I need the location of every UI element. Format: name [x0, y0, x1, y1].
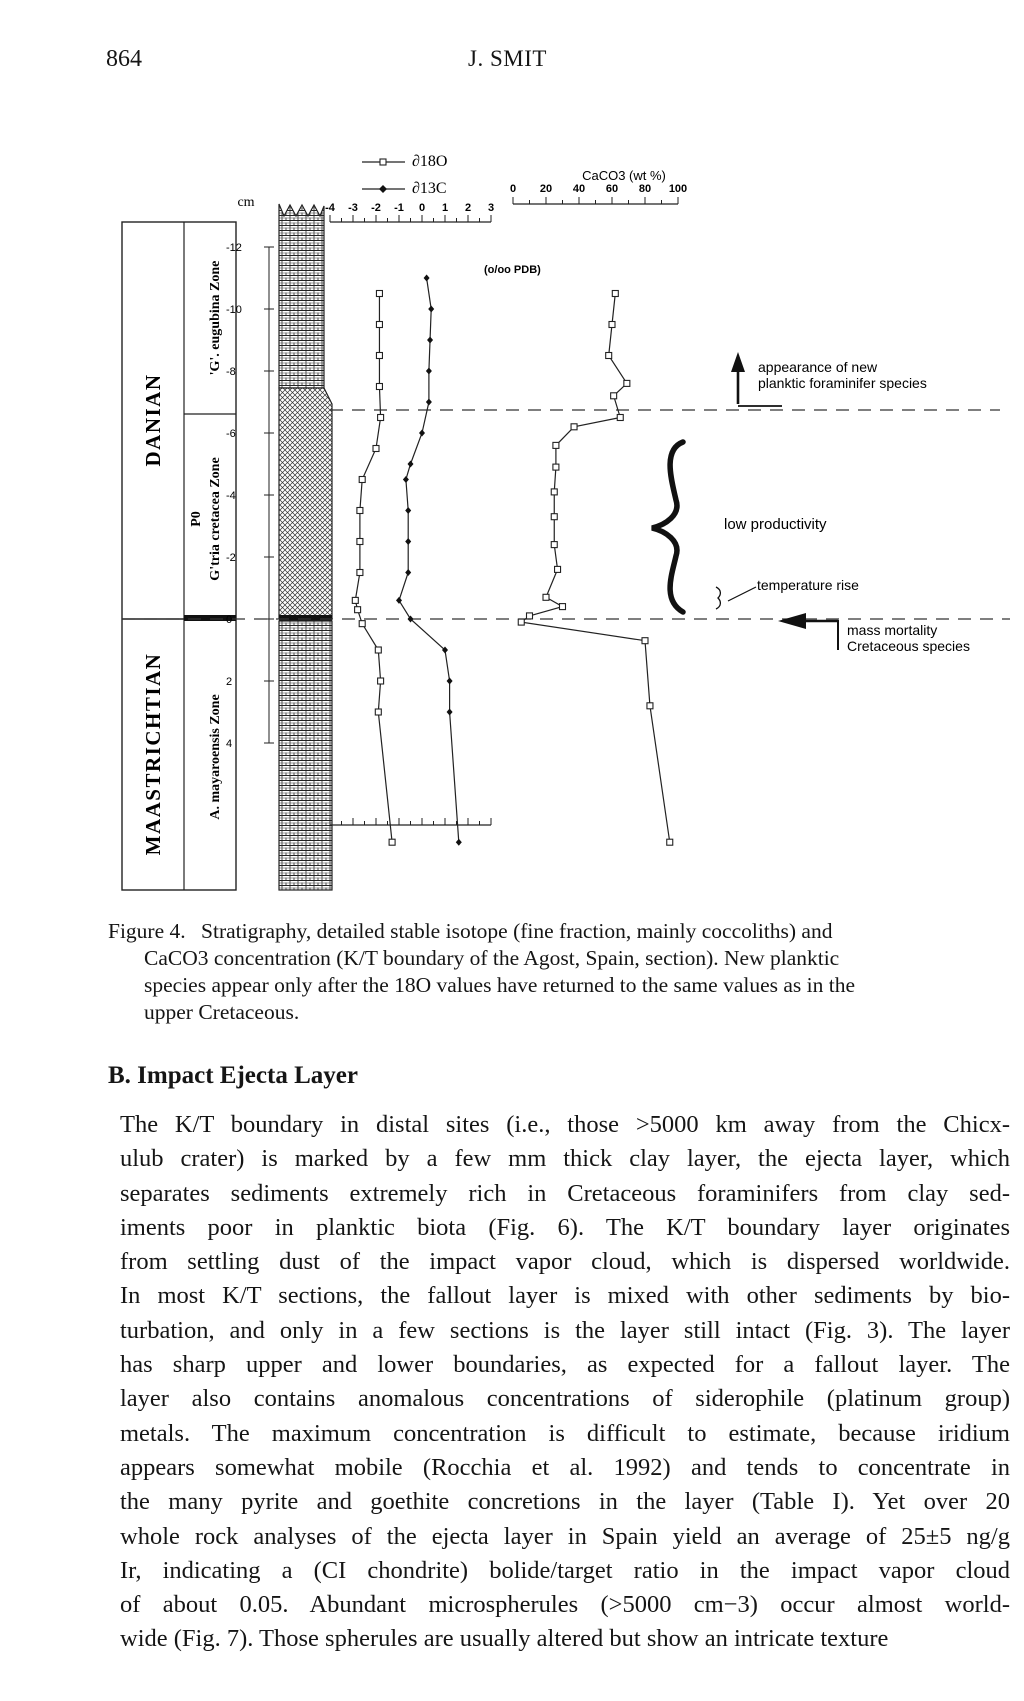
o18-series-line	[355, 294, 392, 843]
caco3-series-point	[518, 619, 524, 625]
isotope-tick-label: -4	[325, 202, 335, 214]
litho-boundary-clay	[279, 615, 332, 621]
zone-p0: P0	[189, 511, 204, 527]
caco3-series-point	[560, 604, 566, 610]
litho-upper-marl	[279, 204, 324, 388]
lithologic-column	[279, 204, 332, 890]
stage-maastrichtian: MAASTRICHTIAN	[141, 652, 165, 856]
body-line: has sharp upper and lower boundaries, as expected for a fallout layer. The	[120, 1351, 1010, 1379]
o18-series-point	[376, 353, 382, 359]
legend-c13-marker	[379, 185, 387, 193]
o18-series-point	[375, 709, 381, 715]
caco3-series-line	[521, 294, 670, 843]
depth-tick-label: -8	[226, 366, 236, 378]
c13-series-point	[447, 709, 453, 716]
c13-series-point	[428, 306, 434, 313]
depth-tick-label: -6	[226, 428, 236, 440]
page-number: 864	[106, 46, 142, 72]
arrow-up-icon	[731, 352, 745, 372]
caco3-series-point	[647, 703, 653, 709]
o18-series-point	[352, 597, 358, 603]
stage-danian: DANIAN	[141, 373, 165, 467]
o18-series-point	[373, 446, 379, 452]
body-line: whole rock analyses of the ejecta layer in Spain yield an average of 25±5 ng/g	[120, 1522, 1010, 1550]
arrow-left-icon	[778, 613, 806, 629]
legend-c13-label: ∂13C	[412, 180, 447, 197]
caco3-series-point	[571, 424, 577, 430]
figure-caption	[108, 918, 1008, 1026]
body-line: layer also contains anomalous concentrations of siderophile (platinum group)	[120, 1385, 1010, 1413]
series-layer	[352, 275, 672, 846]
caco3-series-point	[551, 542, 557, 548]
o18-series-point	[357, 570, 363, 576]
c13-series-point	[408, 461, 414, 468]
o18-series-point	[355, 607, 361, 613]
c13-series-point	[447, 678, 453, 685]
annotation-new-species	[731, 352, 927, 406]
o18-series-point	[357, 508, 363, 514]
legend-o18-label: ∂18O	[412, 153, 448, 170]
body-line: from settling dust of the impact vapor cloud, which is dispersed worldwide.	[120, 1248, 1010, 1276]
caco3-tick-label: 0	[509, 183, 517, 195]
caco3-series-point	[609, 322, 615, 328]
c13-series-point	[456, 839, 462, 846]
caco3-tick-label: 100	[668, 183, 688, 195]
mass-mortality-line2: Cretaceous species	[847, 638, 970, 654]
caco3-series-point	[551, 489, 557, 495]
c13-series-point	[424, 275, 430, 282]
litho-danian-clay	[279, 388, 332, 618]
body-line: In most K/T sections, the fallout layer is mixed with other sediments by bio-	[120, 1282, 1010, 1310]
litho-maastrichtian-marl	[279, 621, 332, 890]
isotope-axis-bottom	[330, 818, 491, 825]
brace-icon	[652, 442, 683, 612]
caco3-series-point	[617, 415, 623, 421]
caption-line-3: species appear only after the 18O values have returned to the same values as in the	[144, 973, 856, 997]
caco3-series-point	[606, 353, 612, 359]
caco3-tick-label: 40	[572, 183, 586, 195]
c13-series-line	[399, 278, 459, 842]
body-line: the many pyrite and goethite concretions in the layer (Table I). Yet over 20	[120, 1488, 1010, 1516]
body-line: The K/T boundary in distal sites (i.e., those >5000 km away from the Chicx-	[120, 1111, 1010, 1138]
isotope-tick-label: 1	[441, 202, 449, 214]
body-line: wide (Fig. 7). Those spherules are usually altered but show an intricate texture	[120, 1625, 889, 1653]
caco3-series-point	[642, 638, 648, 644]
o18-series-point	[376, 384, 382, 390]
isotope-axis-top	[325, 202, 494, 222]
caco3-series-point	[611, 393, 617, 399]
body-line: Ir, indicating a (CI chondrite) bolide/target ratio in the impact vapor cloud	[120, 1556, 1010, 1584]
legend-o18-marker	[380, 159, 386, 165]
caco3-tick-label: 80	[638, 183, 652, 195]
depth-axis	[226, 195, 274, 750]
c13-series-point	[427, 337, 433, 344]
o18-series-point	[357, 539, 363, 545]
o18-series-point	[378, 415, 384, 421]
caco3-series-point	[543, 594, 549, 600]
o18-series-point	[378, 678, 384, 684]
caco3-series-point	[555, 566, 561, 572]
zone-mayaroensis: A. mayaroensis Zone	[208, 694, 223, 820]
o18-series-point	[389, 839, 395, 845]
o18-series-point	[376, 322, 382, 328]
depth-tick-label: -10	[226, 304, 242, 316]
new-species-line2: planktic foraminifer species	[758, 375, 927, 391]
c13-series-point	[405, 569, 411, 576]
body-line: ulub crater) is marked by a few mm thick clay layer, the ejecta layer, which	[120, 1145, 1010, 1173]
c13-series-point	[405, 507, 411, 514]
c13-series-point	[426, 368, 432, 375]
running-header-author: J. SMIT	[468, 46, 547, 71]
caco3-series-point	[553, 442, 559, 448]
c13-series-point	[426, 399, 432, 406]
o18-series-point	[376, 291, 382, 297]
depth-axis-unit: cm	[237, 195, 255, 210]
caption-line-4: upper Cretaceous.	[144, 1000, 300, 1024]
caption-line-2: CaCO3 concentration (K/T boundary of the Agost, Spain, section). New planktic	[144, 946, 840, 970]
zone-eugubina: 'G'. eugubina Zone	[208, 260, 223, 376]
isotope-tick-label: 3	[487, 202, 495, 214]
section-heading: B. Impact Ejecta Layer	[108, 1062, 358, 1089]
caco3-series-point	[527, 613, 533, 619]
caco3-tick-label: 60	[605, 183, 619, 195]
temperature-rise-label: temperature rise	[757, 577, 859, 593]
caption-label: Figure 4.	[108, 919, 186, 943]
c13-series-point	[405, 538, 411, 545]
isotope-tick-label: -2	[371, 202, 381, 214]
depth-tick-label: 4	[226, 738, 233, 750]
o18-series-point	[375, 647, 381, 653]
depth-tick-label: -4	[226, 490, 236, 502]
depth-tick-label: 2	[226, 676, 233, 688]
body-line: metals. The maximum concentration is difficult to estimate, because iridium	[120, 1419, 1010, 1447]
c13-series-point	[419, 430, 425, 437]
body-line: iments poor in planktic biota (Fig. 6). The K/T boundary layer originates	[120, 1213, 1010, 1241]
caco3-series-point	[612, 291, 618, 297]
caco3-series-point	[553, 464, 559, 470]
o18-series-point	[359, 621, 365, 627]
annotation-temperature-rise	[716, 577, 859, 609]
c13-series-point	[403, 476, 409, 483]
body-line: appears somewhat mobile (Rocchia et al. 1992) and tends to concentrate in	[120, 1453, 1010, 1481]
mass-mortality-line1: mass mortality	[847, 622, 938, 638]
new-species-line1: appearance of new	[758, 359, 878, 375]
body-line: of about 0.05. Abundant microspherules (>5000 cm−3) occur almost world-	[120, 1591, 1010, 1619]
isotope-tick-label: 2	[464, 202, 472, 214]
small-brace-icon	[716, 587, 720, 609]
depth-tick-label: -2	[226, 552, 236, 564]
caption-line-1: Stratigraphy, detailed stable isotope (fine fraction, mainly coccoliths) and	[201, 919, 833, 943]
depth-tick-label: 0	[226, 614, 233, 626]
isotope-tick-label: 0	[418, 202, 426, 214]
isotope-unit-label: (o/oo PDB)	[484, 264, 541, 276]
isotope-tick-label: -3	[348, 202, 358, 214]
caco3-series-point	[667, 839, 673, 845]
caco3-tick-label: 20	[539, 183, 553, 195]
body-line: separates sediments extremely rich in Cretaceous foraminifers from clay sed-	[120, 1179, 1010, 1207]
o18-series-point	[359, 477, 365, 483]
caco3-axis	[510, 183, 687, 204]
caco3-series-point	[624, 380, 630, 386]
zone-gtria-cretacea: G'tria cretacea Zone	[208, 457, 223, 581]
isotope-legend	[362, 153, 447, 197]
caco3-axis-title: CaCO3 (wt %)	[582, 168, 666, 183]
body-line: turbation, and only in a few sections is the layer still intact (Fig. 3). The layer	[120, 1316, 1010, 1344]
isotope-tick-label: -1	[394, 202, 404, 214]
body-paragraph	[120, 1108, 1010, 1657]
low-productivity-label: low productivity	[724, 516, 827, 533]
depth-tick-label: -12	[226, 242, 242, 254]
caco3-series-point	[551, 514, 557, 520]
